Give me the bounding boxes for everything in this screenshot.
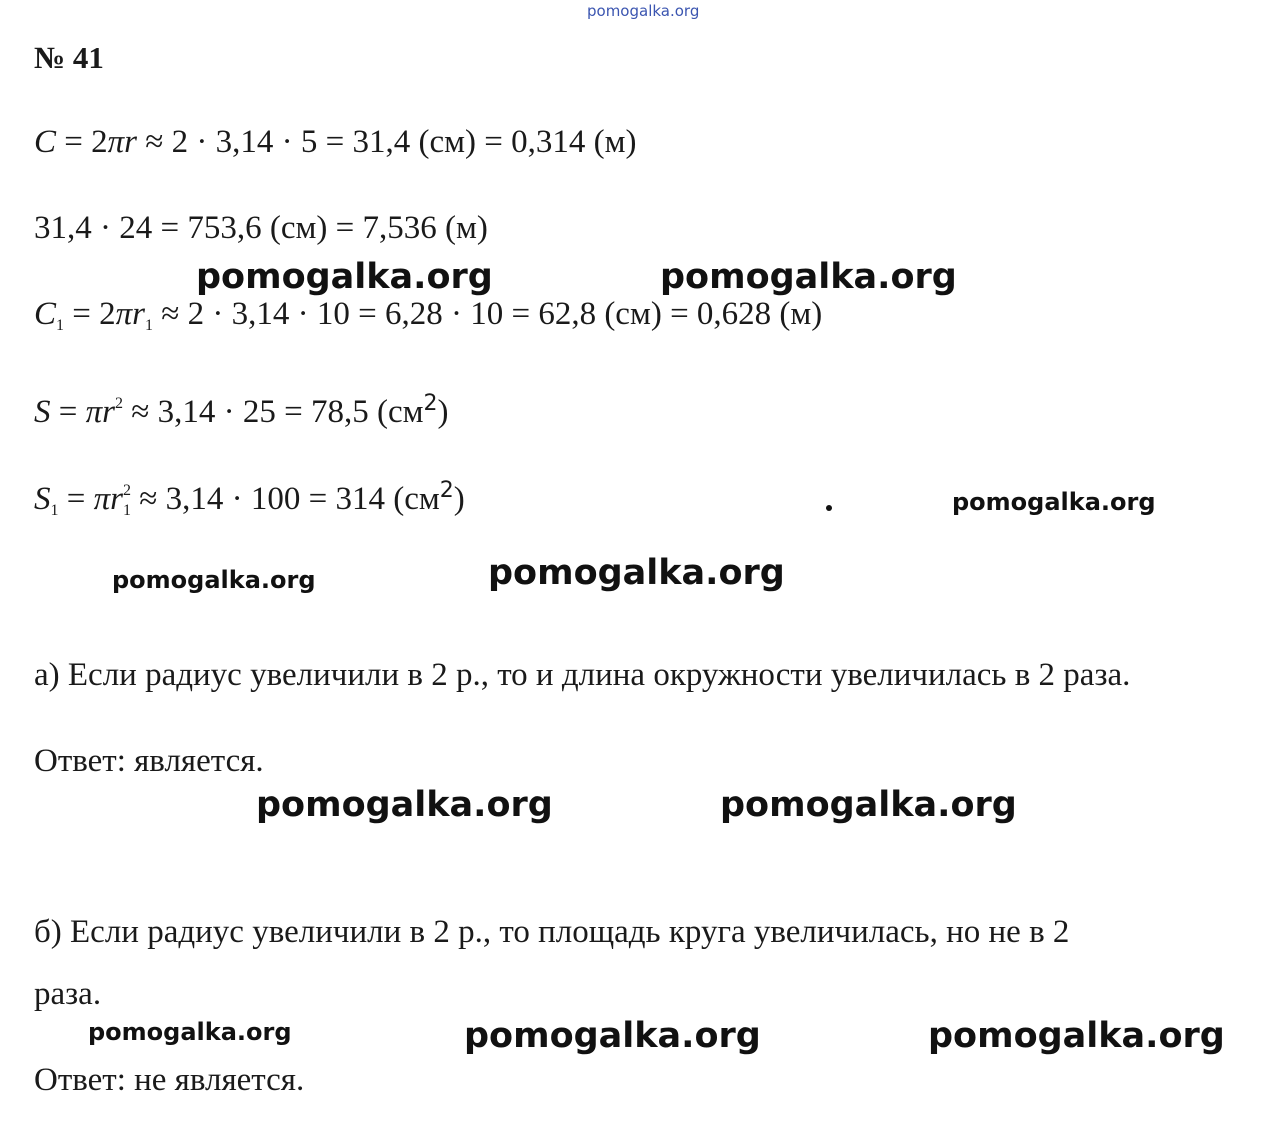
formula-rest: ≈ 3,14 · 25 = 78,5 (см [123,394,424,430]
square-superscript: 2 [423,391,438,416]
pi-r: πr [93,481,123,517]
formula-circumference-1 [34,296,822,335]
equals: = [58,481,94,517]
var-c1: C [34,296,57,332]
formula-rest: ≈ 2 · 3,14 · 10 = 6,28 · 10 = 62,8 (см) = 0,628 (м) [153,296,823,332]
watermark: pomogalka.org [488,553,785,593]
formula-rest: ≈ 3,14 · 100 = 314 (см [131,481,440,517]
watermark: pomogalka.org [660,257,957,297]
pi-r: πr [115,296,146,332]
watermark: pomogalka.org [720,785,1017,825]
answer-b-result: Ответ: не является. [34,1062,305,1098]
answer-a-result: Ответ: является. [34,743,264,779]
close-paren: ) [453,481,465,517]
superscript: 2 [123,482,131,499]
subscript: 1 [50,502,59,519]
formula-area [34,391,448,431]
equals: = 2 [56,124,108,160]
watermark: pomogalka.org [88,1018,292,1046]
subscript: 1 [56,317,65,334]
pi-r: πr [107,124,138,160]
close-paren: ) [437,394,449,430]
watermark: pomogalka.org [256,785,553,825]
formula-area-1 [34,478,465,520]
subscript: 1 [145,317,154,334]
var-c: C [34,124,57,160]
pi-r: πr [85,394,115,430]
watermark: pomogalka.org [952,488,1156,516]
equals: = [50,394,86,430]
square-superscript: 2 [439,478,454,503]
watermark: pomogalka.org [928,1016,1225,1056]
watermark: pomogalka.org [196,257,493,297]
var-s1: S [34,481,51,517]
formula-total-length: 31,4 · 24 = 753,6 (см) = 7,536 (м) [34,210,488,246]
superscript: 2 [115,395,123,412]
subscript: 1 [123,502,131,519]
watermark-top: pomogalka.org [587,2,700,20]
formula-rest: ≈ 2 · 3,14 · 5 = 31,4 (см) = 0,314 (м) [137,124,637,160]
equals: = 2 [64,296,116,332]
formula-circumference [34,124,636,161]
problem-number: № 41 [34,40,104,75]
answer-a-text: а) Если радиус увеличили в 2 р., то и длина окружности увеличилась в 2 раза. [34,657,1131,693]
watermark: pomogalka.org [464,1016,761,1056]
answer-b-text-line2: раза. [34,976,102,1012]
answer-b-text-line1: б) Если радиус увеличили в 2 р., то площадь круга увеличилась, но не в 2 [34,914,1070,950]
stray-dot [826,505,832,511]
watermark: pomogalka.org [112,566,316,594]
var-s: S [34,394,51,430]
